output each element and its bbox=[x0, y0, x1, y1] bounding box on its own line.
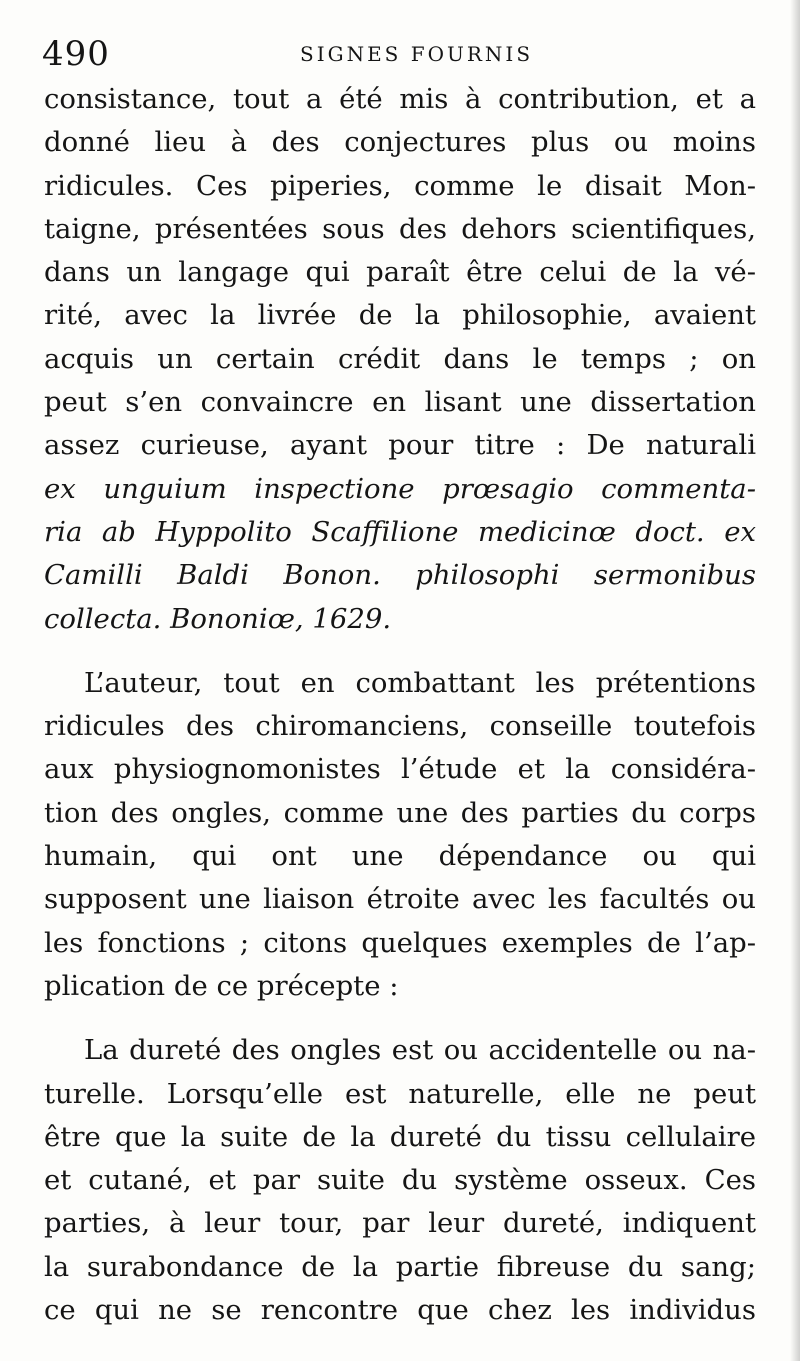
text-line: les fonctions ; citons quelques exemples de l’ap- bbox=[44, 926, 756, 959]
page-edge-shadow bbox=[790, 0, 800, 1361]
text-line: consistance, tout a été mis à contribution, et a bbox=[44, 83, 756, 115]
text-line: assez curieuse, ayant pour titre : De naturali bbox=[44, 429, 756, 462]
text-line: donné lieu à des conjectures plus ou moins bbox=[44, 126, 756, 159]
text-line: aux physiognomonistes l’étude et la considéra- bbox=[44, 753, 756, 786]
text-line: peut s’en convaincre en lisant une dissertation bbox=[44, 386, 756, 419]
text-line: taigne, présentées sous des dehors scientifiques, bbox=[44, 212, 756, 245]
text-line: acquis un certain crédit dans le temps ; on bbox=[44, 342, 756, 375]
text-line: et cutané, et par suite du système osseux. Ces bbox=[44, 1164, 756, 1197]
paragraph-3 bbox=[44, 1029, 756, 1332]
text-line-italic: collecta. Bononiœ, 1629. bbox=[44, 602, 392, 635]
text-line: La dureté des ongles est ou accidentelle ou na- bbox=[84, 1034, 756, 1067]
text-line: ridicules des chiromanciens, conseille toutefois bbox=[44, 710, 756, 743]
text-line-italic: ria ab Hyppolito Scaffilione medicinœ doct. ex bbox=[44, 515, 756, 548]
text-line-italic: Camilli Baldi Bonon. philosophi sermonibus bbox=[44, 559, 756, 592]
text-line: ridicules. Ces piperies, comme le disait Mon- bbox=[44, 169, 756, 202]
text-line: dans un langage qui paraît être celui de la vé- bbox=[44, 256, 756, 289]
paragraph-spacer bbox=[44, 1008, 756, 1029]
text-line: supposent une liaison étroite avec les facultés ou bbox=[44, 883, 756, 916]
text-line: L’auteur, tout en combattant les prétentions bbox=[84, 666, 756, 699]
text-line: la surabondance de la partie fibreuse du sang; bbox=[44, 1250, 756, 1283]
running-head: SIGNES FOURNIS bbox=[300, 42, 534, 66]
text-line: tion des ongles, comme une des parties du corps bbox=[44, 796, 756, 829]
text-line-italic: ex unguium inspectione prœsagio commenta- bbox=[44, 472, 756, 505]
page-number: 490 bbox=[42, 34, 110, 74]
paragraph-1 bbox=[44, 78, 756, 641]
text-line: humain, qui ont une dépendance ou qui bbox=[44, 840, 756, 873]
text-line: ce qui ne se rencontre que chez les individus bbox=[44, 1294, 756, 1327]
text-line: turelle. Lorsqu’elle est naturelle, elle ne peut bbox=[44, 1077, 756, 1110]
page-header bbox=[42, 34, 762, 74]
text-line: parties, à leur tour, par leur dureté, indiquent bbox=[44, 1207, 756, 1240]
text-line: rité, avec la livrée de la philosophie, avaient bbox=[44, 299, 756, 332]
paragraph-2 bbox=[44, 662, 756, 1008]
body-text bbox=[44, 78, 756, 1332]
text-line: être que la suite de la dureté du tissu cellulaire bbox=[44, 1120, 756, 1153]
text-line: plication de ce précepte : bbox=[44, 969, 399, 1002]
paragraph-spacer bbox=[44, 641, 756, 662]
